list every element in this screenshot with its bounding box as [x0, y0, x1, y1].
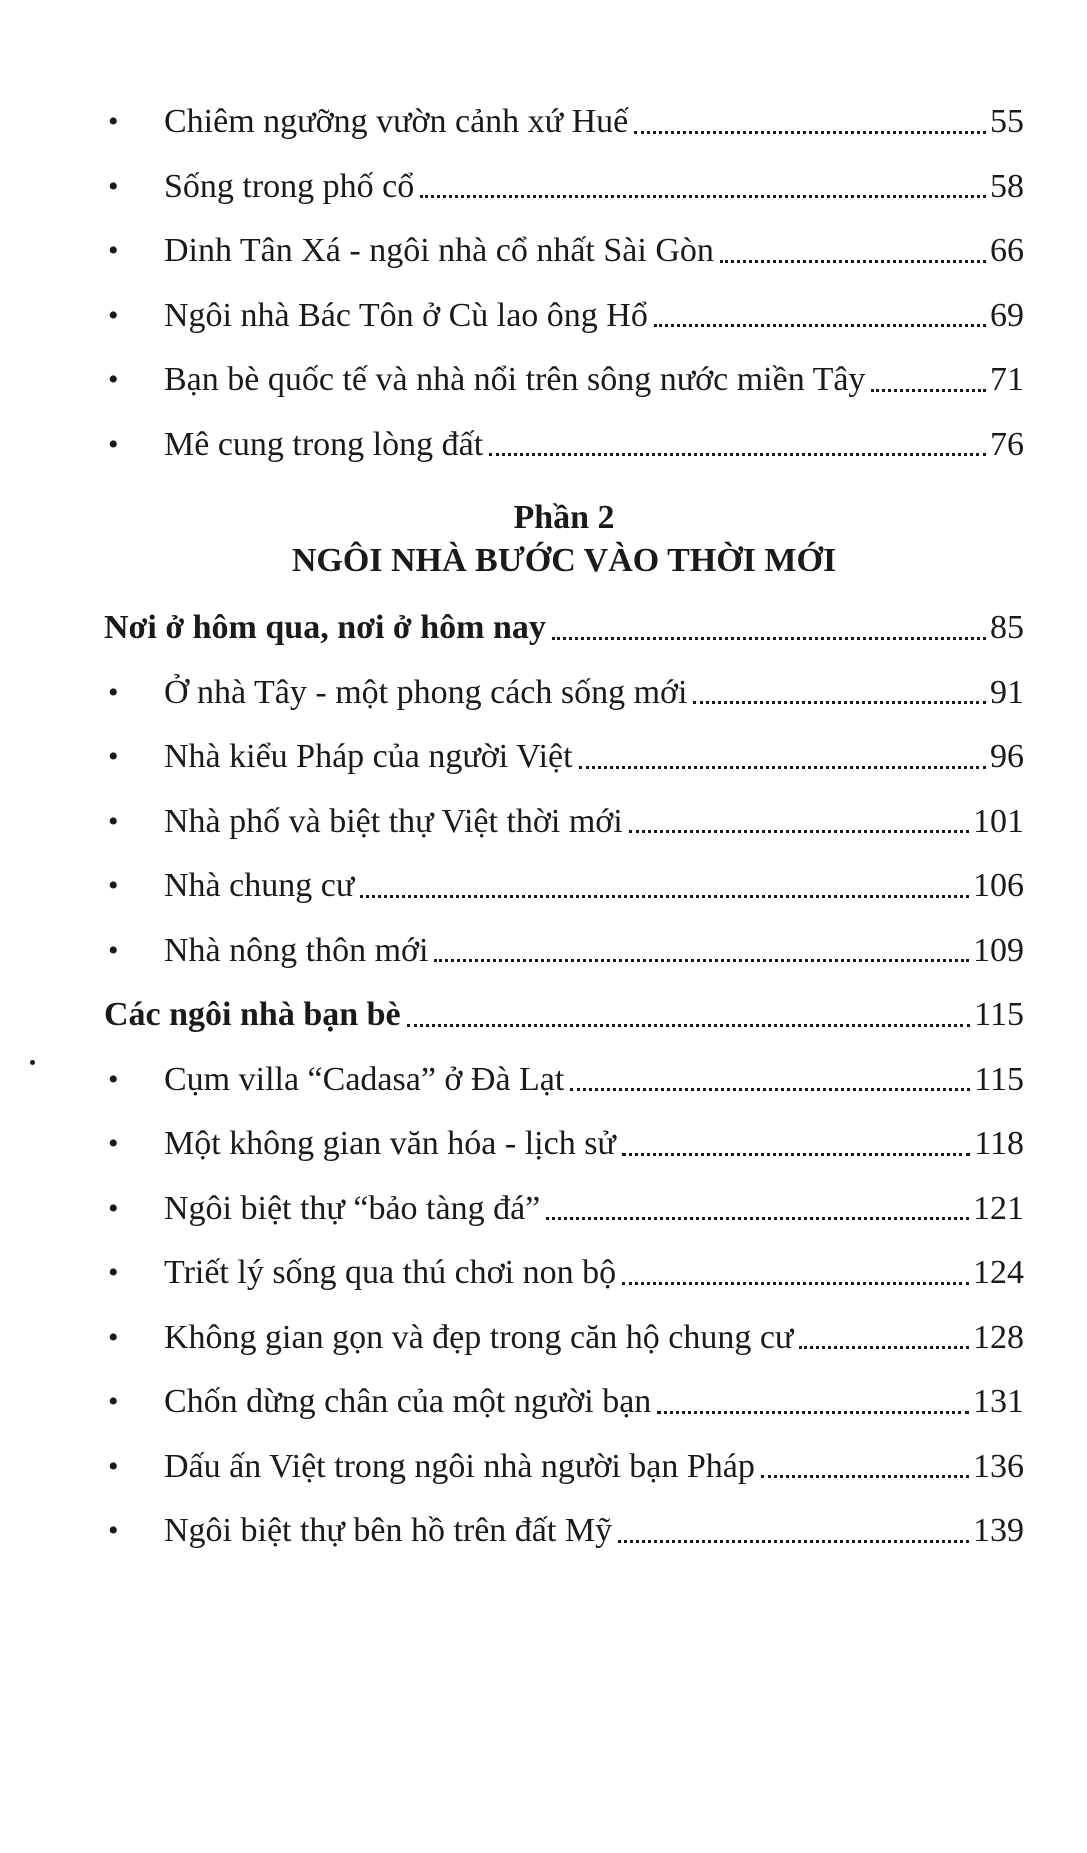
bullet: • — [108, 427, 119, 461]
section-title: Nơi ở hôm qua, nơi ở hôm nay — [104, 609, 546, 647]
part-title: NGÔI NHÀ BƯỚC VÀO THỜI MỚI — [291, 541, 837, 579]
bullet: • — [108, 1320, 119, 1354]
bullet: • — [108, 933, 119, 967]
entry-title: Ở nhà Tây - một phong cách sống mới — [164, 673, 688, 711]
dot-leader — [654, 324, 986, 327]
toc-entry[interactable] — [104, 1499, 1024, 1564]
entry-title: Không gian gọn và đẹp trong căn hộ chung cư — [164, 1318, 794, 1356]
dot-leader — [420, 195, 986, 198]
toc-entry[interactable] — [104, 725, 1024, 790]
bullet: • — [108, 105, 119, 139]
dot-leader — [720, 260, 986, 263]
entry-title: Dấu ấn Việt trong ngôi nhà người bạn Pháp — [164, 1447, 755, 1485]
dot-leader — [407, 1024, 971, 1027]
dot-leader — [434, 959, 969, 962]
toc-entry[interactable] — [104, 1177, 1024, 1242]
entry-title: Nhà phố và biệt thự Việt thời mới — [164, 802, 623, 840]
entry-page: 55 — [990, 103, 1024, 141]
entry-page: 71 — [990, 361, 1024, 399]
toc-entry[interactable] — [104, 919, 1024, 984]
dot-leader — [552, 637, 986, 640]
dot-leader — [579, 766, 986, 769]
toc-entry[interactable] — [104, 1306, 1024, 1371]
section-page: 115 — [974, 996, 1024, 1034]
entry-title: Ngôi biệt thự bên hồ trên đất Mỹ — [164, 1512, 613, 1550]
toc-entry[interactable] — [104, 661, 1024, 726]
table-of-contents — [104, 90, 1024, 1564]
entry-page: 106 — [973, 867, 1024, 905]
toc-entry[interactable] — [104, 1048, 1024, 1113]
toc-entry[interactable] — [104, 790, 1024, 855]
dot-leader — [799, 1346, 969, 1349]
dot-leader — [657, 1411, 969, 1414]
bullet: • — [108, 1514, 119, 1548]
bullet: • — [108, 804, 119, 838]
entry-page: 128 — [973, 1318, 1024, 1356]
section-page: 85 — [990, 609, 1024, 647]
entry-page: 76 — [990, 425, 1024, 463]
dot-leader — [546, 1217, 969, 1220]
toc-entry[interactable] — [104, 90, 1024, 155]
bullet: • — [108, 1127, 119, 1161]
bullet: • — [108, 234, 119, 268]
bullet: • — [108, 363, 119, 397]
dot-leader — [761, 1475, 969, 1478]
toc-entry[interactable] — [104, 1435, 1024, 1500]
toc-entry[interactable] — [104, 413, 1024, 478]
entry-page: 91 — [990, 673, 1024, 711]
entry-title: Ngôi biệt thự “bảo tàng đá” — [164, 1189, 541, 1227]
toc-entry[interactable] — [104, 854, 1024, 919]
bullet: • — [108, 1449, 119, 1483]
entry-page: 118 — [974, 1125, 1024, 1163]
entry-title: Nhà nông thôn mới — [164, 931, 429, 969]
dot-leader — [618, 1540, 969, 1543]
toc-section-entry[interactable] — [104, 983, 1024, 1048]
entry-title: Nhà kiểu Pháp của người Việt — [164, 738, 573, 776]
entry-title: Chốn dừng chân của một người bạn — [164, 1383, 652, 1421]
dot-leader — [489, 453, 986, 456]
entry-page: 121 — [973, 1189, 1024, 1227]
toc-entry[interactable] — [104, 155, 1024, 220]
entry-page: 139 — [973, 1512, 1024, 1550]
bullet: • — [108, 869, 119, 903]
dot-leader — [629, 830, 969, 833]
entry-page: 96 — [990, 738, 1024, 776]
dot-leader — [693, 701, 986, 704]
toc-entry[interactable] — [104, 219, 1024, 284]
toc-section-entry[interactable] — [104, 596, 1024, 661]
toc-entry[interactable] — [104, 348, 1024, 413]
stray-dot — [30, 1060, 35, 1065]
dot-leader — [871, 389, 986, 392]
entry-title: Ngôi nhà Bác Tôn ở Cù lao ông Hổ — [164, 296, 648, 334]
dot-leader — [570, 1088, 970, 1091]
bullet: • — [108, 1191, 119, 1225]
entry-page: 58 — [990, 167, 1024, 205]
bullet: • — [108, 740, 119, 774]
entry-page: 124 — [973, 1254, 1024, 1292]
entry-title: Nhà chung cư — [164, 867, 355, 905]
entry-page: 109 — [973, 931, 1024, 969]
section-title: Các ngôi nhà bạn bè — [104, 996, 401, 1034]
entry-title: Chiêm ngưỡng vườn cảnh xứ Huế — [164, 103, 629, 141]
bullet: • — [108, 1062, 119, 1096]
entry-page: 136 — [973, 1447, 1024, 1485]
bullet: • — [108, 1256, 119, 1290]
dot-leader — [634, 131, 986, 134]
bullet: • — [108, 675, 119, 709]
toc-entry[interactable] — [104, 1112, 1024, 1177]
toc-entry[interactable] — [104, 284, 1024, 349]
entry-page: 69 — [990, 296, 1024, 334]
entry-title: Sống trong phố cổ — [164, 167, 415, 205]
entry-title: Dinh Tân Xá - ngôi nhà cổ nhất Sài Gòn — [164, 232, 714, 270]
bullet: • — [108, 1385, 119, 1419]
entry-page: 115 — [974, 1060, 1024, 1098]
entry-page: 131 — [973, 1383, 1024, 1421]
bullet: • — [108, 298, 119, 332]
toc-entry[interactable] — [104, 1370, 1024, 1435]
entry-title: Cụm villa “Cadasa” ở Đà Lạt — [164, 1060, 565, 1098]
dot-leader — [360, 895, 969, 898]
entry-page: 101 — [973, 802, 1024, 840]
dot-leader — [622, 1282, 969, 1285]
toc-entry[interactable] — [104, 1241, 1024, 1306]
entry-title: Triết lý sống qua thú chơi non bộ — [164, 1254, 617, 1292]
part-label: Phần 2 — [513, 499, 615, 536]
part-heading — [104, 477, 1024, 596]
bullet: • — [108, 169, 119, 203]
entry-page: 66 — [990, 232, 1024, 270]
entry-title: Bạn bè quốc tế và nhà nổi trên sông nước miền Tây — [164, 361, 866, 399]
dot-leader — [622, 1153, 970, 1156]
entry-title: Một không gian văn hóa - lịch sử — [164, 1125, 616, 1163]
entry-title: Mê cung trong lòng đất — [164, 425, 484, 463]
